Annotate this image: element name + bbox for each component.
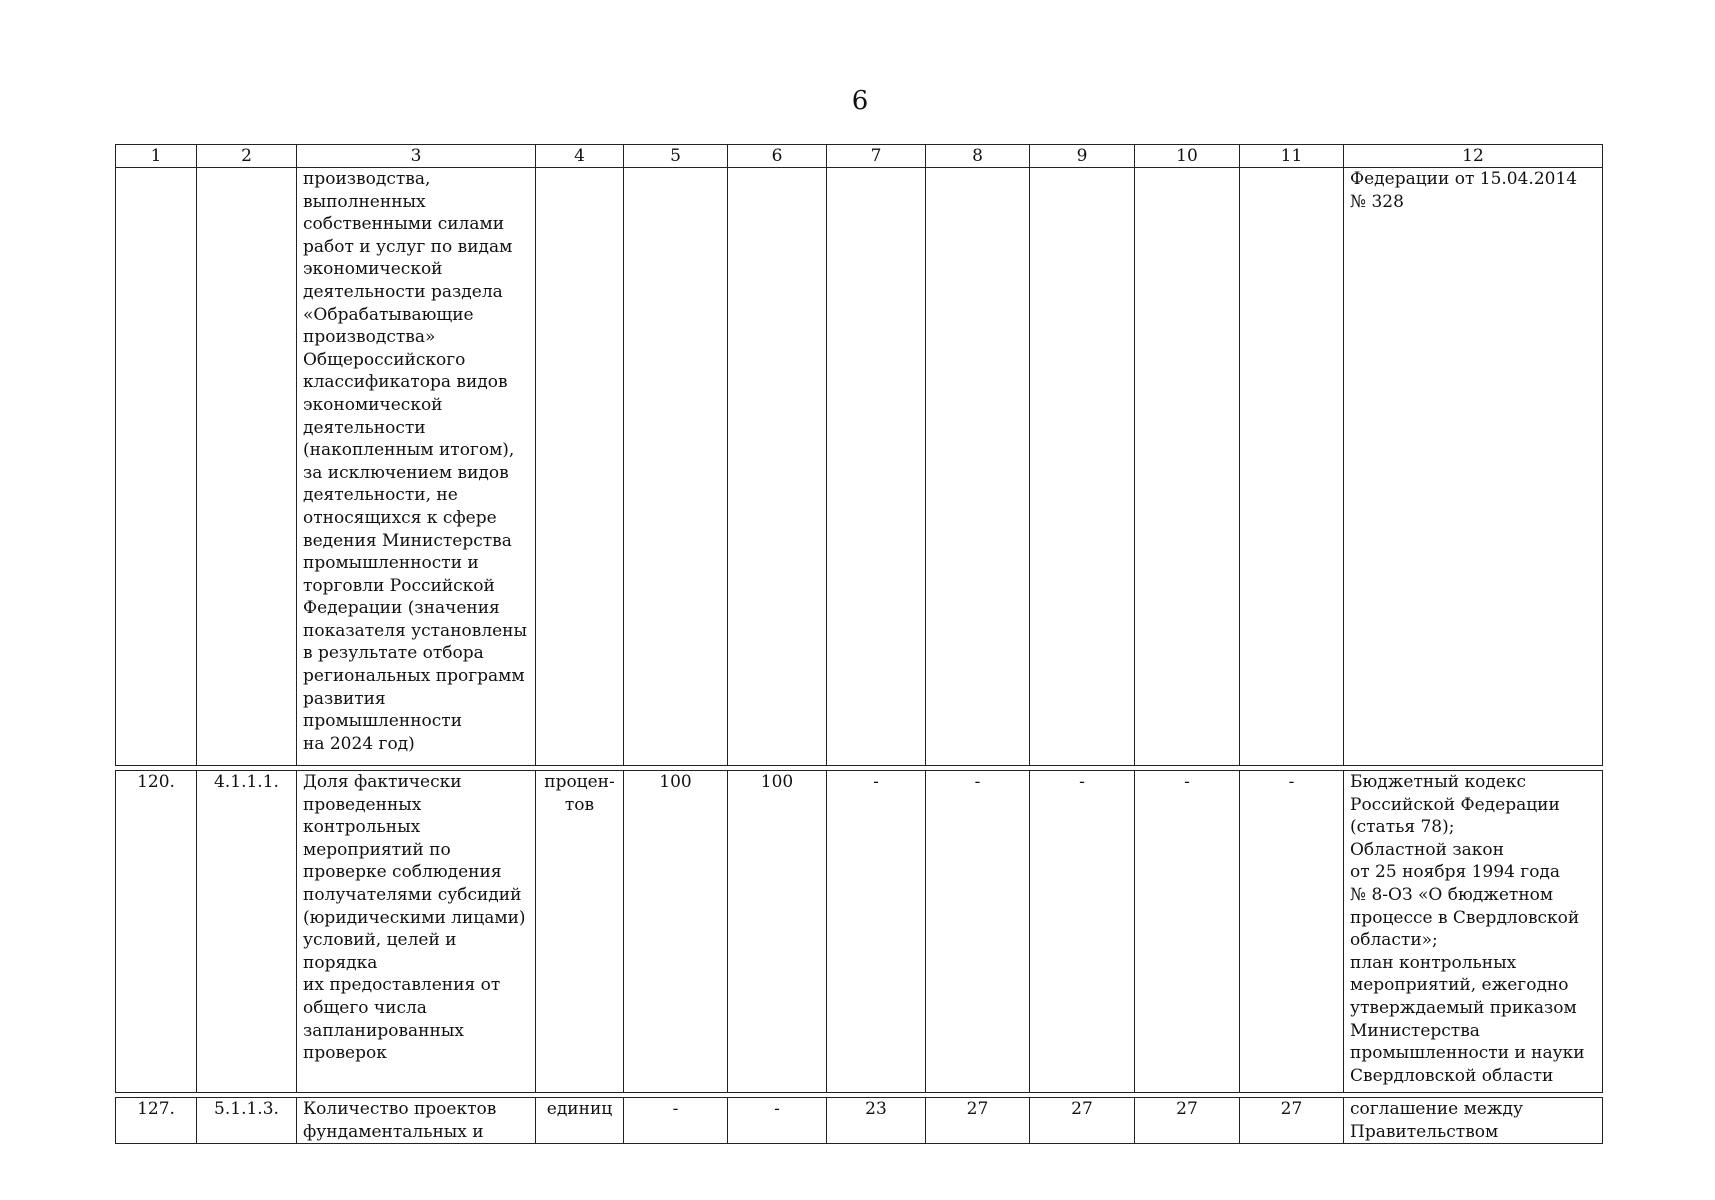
source-document: Федерации от 15.04.2014 № 328: [1344, 168, 1603, 766]
value-col-9: 27: [1030, 1098, 1135, 1144]
value-col-6: [728, 168, 827, 766]
row-number: 127.: [116, 1098, 197, 1144]
indicators-table: [115, 144, 1603, 1144]
header-col-10: 10: [1135, 145, 1240, 168]
indicator-name: Количество проектов фундаментальных и: [297, 1098, 536, 1144]
table-row: [116, 1098, 1603, 1144]
header-col-3: 3: [297, 145, 536, 168]
value-col-9: [1030, 168, 1135, 766]
value-col-10: 27: [1135, 1098, 1240, 1144]
page-number: 6: [851, 86, 869, 116]
header-col-9: 9: [1030, 145, 1135, 168]
value-col-11: -: [1240, 771, 1344, 1093]
value-col-10: -: [1135, 771, 1240, 1093]
row-code: 4.1.1.1.: [197, 771, 297, 1093]
header-col-1: 1: [116, 145, 197, 168]
value-col-6: -: [728, 1098, 827, 1144]
value-col-11: 27: [1240, 1098, 1344, 1144]
value-col-5: [624, 168, 728, 766]
value-col-6: 100: [728, 771, 827, 1093]
header-col-8: 8: [926, 145, 1030, 168]
header-col-11: 11: [1240, 145, 1344, 168]
table-row: [116, 771, 1603, 1093]
header-col-12: 12: [1344, 145, 1603, 168]
value-col-7: 23: [827, 1098, 926, 1144]
source-document: соглашение между Правительством: [1344, 1098, 1603, 1144]
unit-of-measure: [536, 168, 624, 766]
row-code: [197, 168, 297, 766]
header-row: [116, 145, 1603, 168]
unit-of-measure: процен- тов: [536, 771, 624, 1093]
value-col-9: -: [1030, 771, 1135, 1093]
unit-of-measure: единиц: [536, 1098, 624, 1144]
indicator-name: Доля фактически проведенных контрольных мероприятий по проверке соблюдения получателями субсидий (юридическими лицами) условий, целей и порядка их предоставления от общего числа запланированных проверок: [297, 771, 536, 1093]
value-col-8: -: [926, 771, 1030, 1093]
source-document: Бюджетный кодекс Российской Федерации (статья 78); Областной закон от 25 ноября 1994 года № 8-ОЗ «О бюджетном процессе в Свердловской области»; план контрольных мероприятий, ежегодно утверждаемый приказом Министерства промышленности и науки Свердловской области: [1344, 771, 1603, 1093]
row-number: 120.: [116, 771, 197, 1093]
indicator-name: производства, выполненных собственными силами работ и услуг по видам экономической деятельности раздела «Обрабатывающие производства» Общероссийского классификатора видов экономической деятельности (накопленным итогом), за исключением видов деятельности, не относящихся к сфере ведения Министерства промышленности и торговли Российской Федерации (значения показателя установлены в результате отбора региональных программ развития промышленности на 2024 год): [297, 168, 536, 766]
value-col-11: [1240, 168, 1344, 766]
value-col-5: -: [624, 1098, 728, 1144]
header-col-6: 6: [728, 145, 827, 168]
header-col-2: 2: [197, 145, 297, 168]
header-col-4: 4: [536, 145, 624, 168]
row-code: 5.1.1.3.: [197, 1098, 297, 1144]
value-col-7: -: [827, 771, 926, 1093]
table-row: [116, 168, 1603, 766]
value-col-10: [1135, 168, 1240, 766]
header-col-5: 5: [624, 145, 728, 168]
header-col-7: 7: [827, 145, 926, 168]
value-col-8: [926, 168, 1030, 766]
row-number: [116, 168, 197, 766]
value-col-8: 27: [926, 1098, 1030, 1144]
value-col-7: [827, 168, 926, 766]
value-col-5: 100: [624, 771, 728, 1093]
